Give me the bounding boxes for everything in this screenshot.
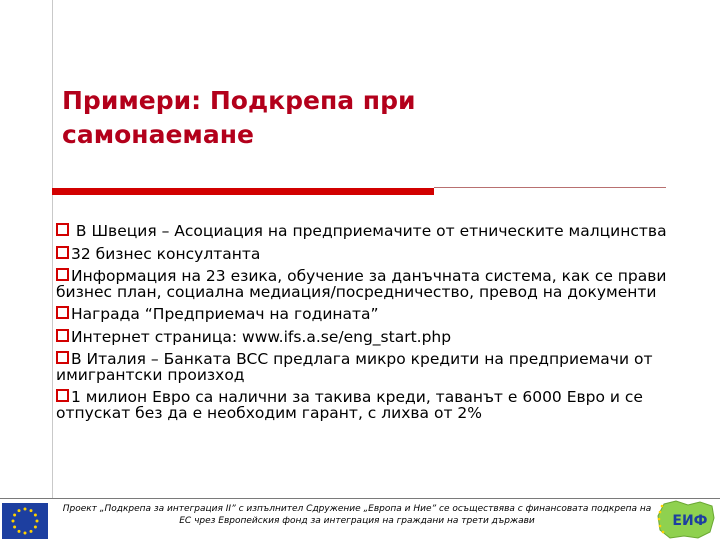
slide-title-line-2: самонаемане — [62, 120, 254, 149]
eu-flag-icon — [2, 503, 48, 539]
list-item-text: Информация на 23 езика, обучение за данъчната система, как се прави бизнес план, социална медиация/посредничество, превод на документи — [56, 267, 667, 301]
square-bullet-icon — [56, 268, 69, 281]
list-item — [56, 351, 676, 383]
square-bullet-icon — [56, 246, 69, 259]
square-bullet-icon — [56, 389, 69, 402]
list-item — [56, 389, 676, 421]
eif-logo-icon — [654, 500, 718, 540]
square-bullet-icon — [56, 351, 69, 364]
square-bullet-icon — [56, 329, 69, 342]
list-item — [56, 246, 676, 263]
title-underline-thin — [434, 187, 666, 188]
list-item — [56, 268, 676, 300]
slide-title-line-1: Примери: Подкрепа при — [62, 86, 416, 115]
list-item-text: В Италия – Банката BCC предлага микро кредити на предприемачи от имигрантски произход — [56, 350, 653, 384]
left-divider-line — [52, 0, 53, 498]
list-item-text: 1 милион Евро са налични за такива креди, таванът е 6000 Евро и се отпускат без да е необходим гарант, с лихва от 2% — [56, 388, 643, 422]
square-bullet-icon — [56, 223, 69, 236]
list-item-text: Награда “Предприемач на годината” — [71, 305, 379, 323]
title-underline-bar — [52, 188, 434, 195]
list-item — [56, 223, 676, 240]
list-item-text: 32 бизнес консултанта — [71, 244, 261, 263]
list-item — [56, 306, 676, 323]
footer-disclaimer — [60, 503, 654, 527]
square-bullet-icon — [56, 306, 69, 319]
footer-line-1: Проект „Подкрепа за интеграция II” с изпълнител Сдружение „Европа и Ние” се осъществява с финансовата подкрепа на — [62, 504, 652, 514]
list-item-text: Интернет страница: www.ifs.a.se/eng_start.php — [71, 327, 452, 346]
eu-stars-icon — [2, 503, 48, 539]
footer-line-2: ЕС чрез Европейския фонд за интеграция на граждани на трети държави — [179, 516, 535, 526]
footer-divider — [0, 498, 720, 499]
list-item — [56, 329, 676, 346]
slide-title — [62, 84, 662, 152]
list-item-text: В Швеция – Асоциация на предприемачите от етническите малцинства — [71, 222, 667, 240]
eif-logo — [654, 500, 718, 540]
bullet-list — [56, 223, 676, 427]
eif-logo-text: ЕИФ — [672, 513, 708, 529]
